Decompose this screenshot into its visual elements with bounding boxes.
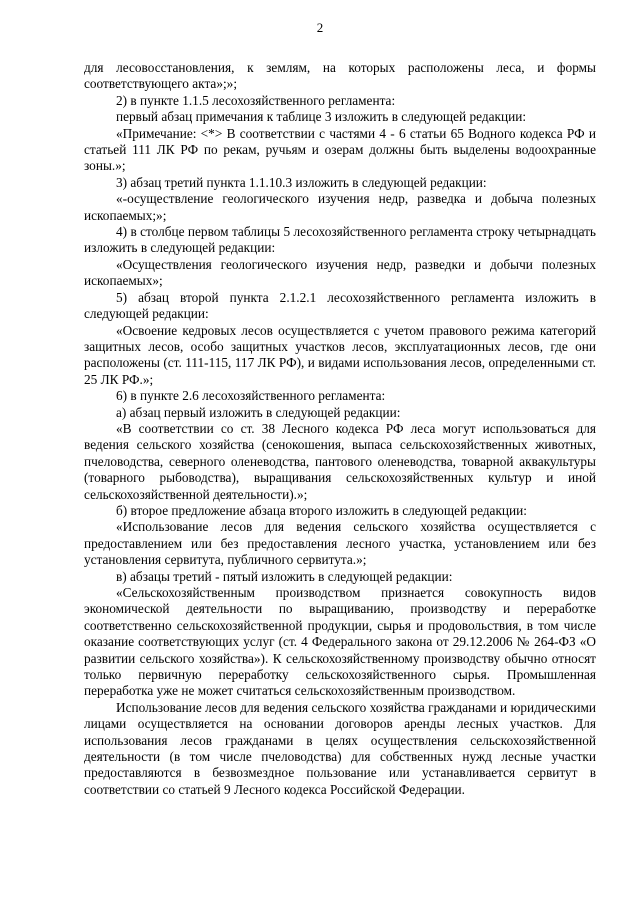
paragraph: «Осуществления геологического изучения недр, разведки и добычи полезных ископаемых»;: [84, 256, 596, 289]
document-body: [84, 60, 596, 798]
paragraph: 5) абзац второй пункта 2.1.2.1 лесохозяйственного регламента изложить в следующей редакции:: [84, 289, 596, 322]
paragraph: «Освоение кедровых лесов осуществляется с учетом правового режима категорий защитных лесов, особо защитных участков лесов, эксплуатационных лесов, где они расположены (ст. 111-115, 117 ЛК РФ), и видами использования лесов, определенными ст. 25 ЛК РФ.»;: [84, 322, 596, 387]
paragraph: для лесовосстановления, к землям, на которых расположены леса, и формы соответствующего акта»;»;: [84, 60, 596, 92]
paragraph: а) абзац первый изложить в следующей редакции:: [116, 404, 401, 420]
paragraph: 2) в пункте 1.1.5 лесохозяйственного регламента:: [116, 92, 396, 108]
paragraph: первый абзац примечания к таблице 3 изложить в следующей редакции:: [116, 109, 527, 125]
paragraph: «Использование лесов для ведения сельского хозяйства осуществляется с предоставлением или без предоставления лесного участка, установлением или без установления сервитута, публичного сервитута.»;: [84, 519, 596, 568]
paragraph: в) абзацы третий - пятый изложить в следующей редакции:: [116, 568, 453, 584]
paragraph: 6) в пункте 2.6 лесохозяйственного регламента:: [116, 388, 386, 404]
page-number: 2: [316, 20, 324, 35]
paragraph: «В соответствии со ст. 38 Лесного кодекса РФ леса могут использоваться для ведения сельского хозяйства (сенокошения, выпаса сельскохозяйственных животных, пчеловодства, северного оленеводства, пантового оленеводства, товарной аквакультуры (товарного рыбоводства), выращивания сельскохозяйственных культур и иной сельскохозяйственной деятельности).»;: [84, 420, 596, 502]
paragraph: 3) абзац третий пункта 1.1.10.3 изложить в следующей редакции:: [116, 174, 487, 190]
paragraph: 4) в столбце первом таблицы 5 лесохозяйственного регламента строку четырнадцать изложить в следующей редакции:: [84, 224, 596, 256]
paragraph: б) второе предложение абзаца второго изложить в следующей редакции:: [116, 502, 527, 518]
paragraph: «Примечание: <*> В соответствии с частями 4 - 6 статьи 65 Водного кодекса РФ и статьей 111 ЛК РФ по рекам, ручьям и озерам должны быть выделены водоохранные зоны.»;: [84, 125, 596, 174]
paragraph: «Сельскохозяйственным производством признается совокупность видов экономической деятельности по выращиванию, производству и переработке соответственно сельскохозяйственной продукции, сырья и продовольствия, в том числе оказание соответствующих услуг (ст. 4 Федерального закона от 29.12.2006 № 264-ФЗ «О развитии сельского хозяйства»). К сельскохозяйственному производству обычно относят только первичную переработку сельскохозяйственного сырья. Промышленная переработка уже не может считаться сельскохозяйственным производством.: [84, 585, 596, 699]
paragraph: «-осуществление геологического изучения недр, разведка и добыча полезных ископаемых;»;: [84, 191, 596, 223]
paragraph: Использование лесов для ведения сельского хозяйства гражданами и юридическими лицами осуществляется на основании договоров аренды лесных участков. Для использования лесов гражданами в целях осуществления сельскохозяйственной деятельности (в том числе пчеловодства) для собственных нужд лесные участки предоставляются в безвозмездное пользование или устанавливается сервитут в соответствии со статьей 9 Лесного кодекса Российской Федерации.: [84, 699, 596, 797]
